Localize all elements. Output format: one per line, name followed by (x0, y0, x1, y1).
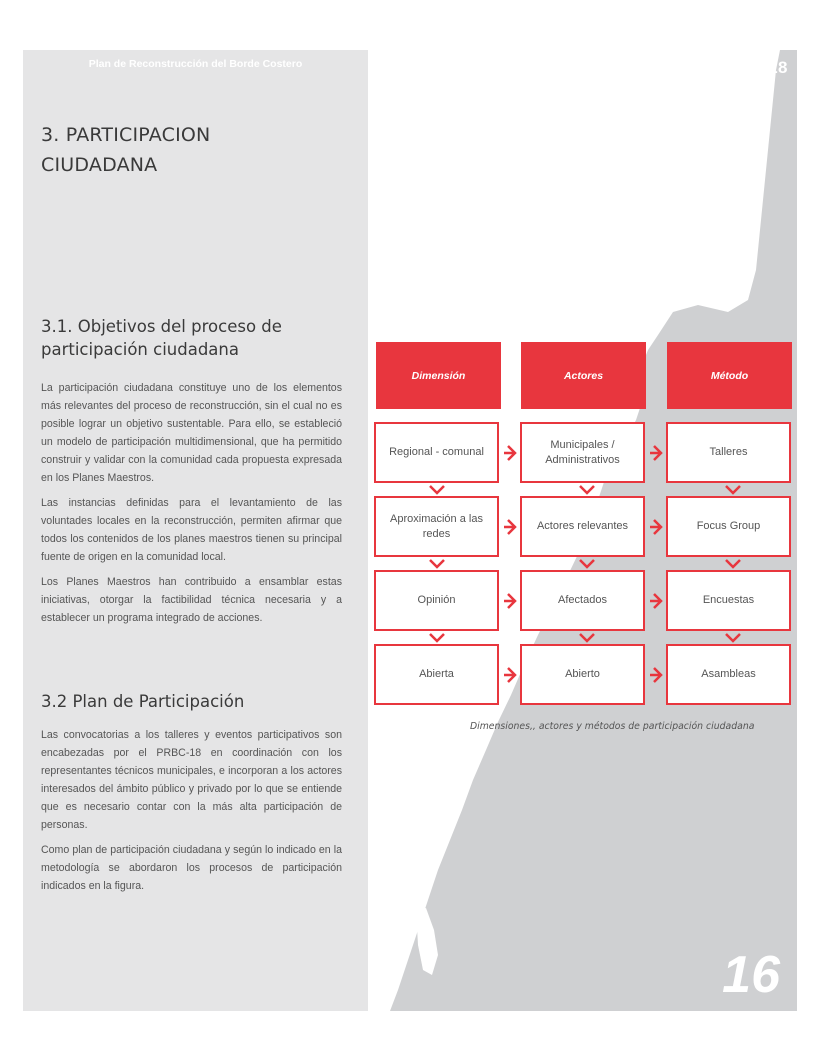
dimension-aproximacion-redes: Aproximación a las redes (374, 496, 499, 557)
paragraph: La participación ciudadana constituye uno de los elementos más relevantes del proceso de reconstrucción, sin el cual no es posible lograr un objetivo sustentable. Para ello, se estableció un modelo de participación multidimensional, que ha permitido construir y validar con la comunidad cada propuesta expresada en los Planes Maestros. (41, 382, 342, 484)
method-talleres: Talleres (666, 422, 791, 483)
actor-afectados: Afectados (520, 570, 645, 631)
dimension-abierta: Abierta (374, 644, 499, 705)
actor-abierto: Abierto (520, 644, 645, 705)
column-header-method: Método (667, 342, 792, 409)
column-header-dimension: Dimensión (376, 342, 501, 409)
actor-municipales: Municipales / Administrativos (520, 422, 645, 483)
subsection-title-plan: 3.2 Plan de Participación (41, 692, 245, 711)
page-number: 16 (722, 946, 780, 1004)
method-focus-group: Focus Group (666, 496, 791, 557)
section-title-line-1: 3. PARTICIPACION (41, 124, 211, 146)
dimension-opinion: Opinión (374, 570, 499, 631)
method-asambleas: Asambleas (666, 644, 791, 705)
section-title-line-2: CIUDADANA (41, 154, 158, 176)
paragraph: Las convocatorias a los talleres y eventos participativos son encabezadas por el PRBC-18 en coordinación con los representantes técnicos municipales, e incorporan a los actores interesados del ámbito público y privado por lo que se entiende que es necesario contar con la más alta participación de personas. (41, 729, 342, 831)
dimension-regional-comunal: Regional - comunal (374, 422, 499, 483)
document-code: PRBC18 (717, 58, 788, 77)
paragraph: Como plan de participación ciudadana y según lo indicado en la metodología se abordaron los procesos de participación indicados en la figura. (41, 844, 342, 892)
paragraph: Las instancias definidas para el levantamiento de las voluntades locales en la reconstrucción, permiten afirmar que todos los contenidos de los planes maestros tienen su principal fuente de origen en la comunidad local. (41, 497, 342, 563)
document-title: Plan de Reconstrucción del Borde Costero (88, 58, 303, 70)
method-encuestas: Encuestas (666, 570, 791, 631)
diagram-caption: Dimensiones,, actores y métodos de participación ciudadana (470, 721, 755, 732)
actor-relevantes: Actores relevantes (520, 496, 645, 557)
column-header-actors: Actores (521, 342, 646, 409)
subsection-title-objectives: 3.1. Objetivos del proceso de participación ciudadana (41, 317, 282, 359)
paragraph: Los Planes Maestros han contribuido a ensamblar estas iniciativas, otorgar la factibilidad técnica necesaria y a establecer un programa integrado de acciones. (41, 576, 342, 624)
